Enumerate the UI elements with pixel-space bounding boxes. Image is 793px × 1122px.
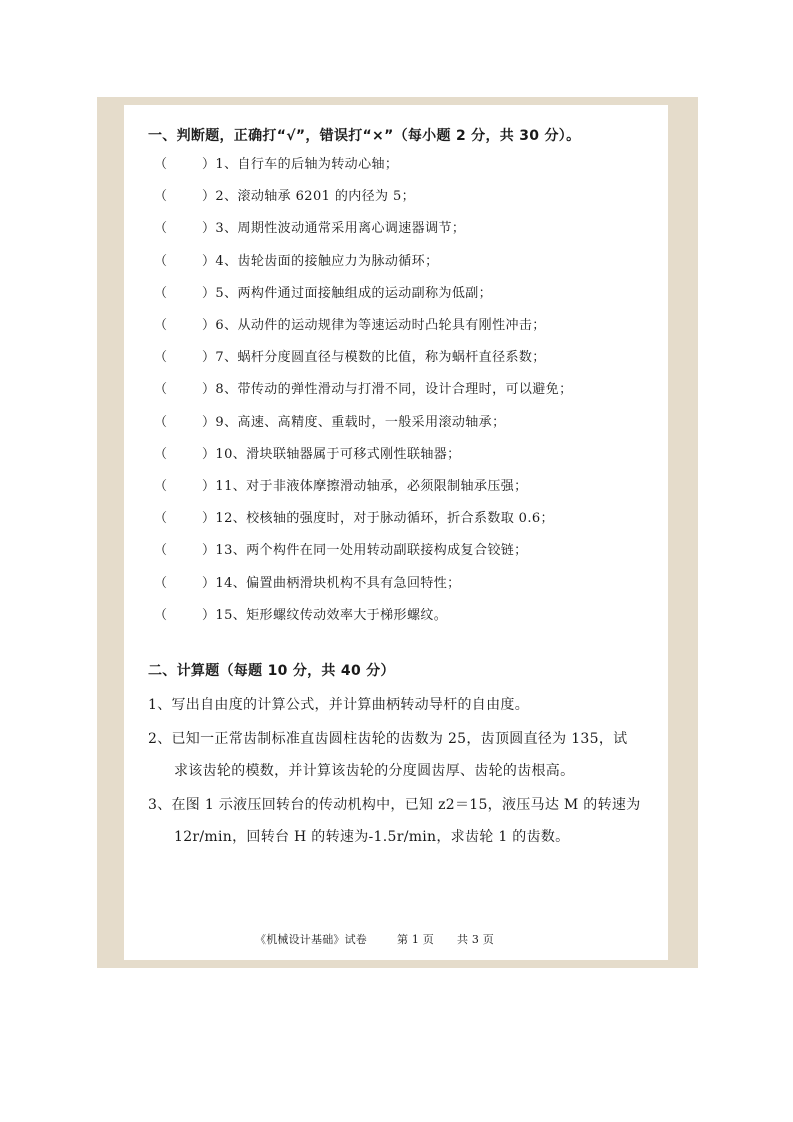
question-text: ）14、偏置曲柄滑块机构不具有急回特性；: [202, 576, 461, 591]
question-row: [154, 411, 654, 431]
answer-blank-paren: （: [154, 576, 168, 591]
calc-question-3-line2: 12r/min，回转台 H 的转速为-1.5r/min，求齿轮 1 的齿数。: [174, 829, 570, 845]
question-text: ）15、矩形螺纹传动效率大于梯形螺纹。: [202, 608, 448, 623]
question-text: ）3、周期性波动通常采用离心调速器调节；: [202, 221, 466, 236]
question-row: [154, 443, 654, 463]
answer-blank-paren: （: [154, 382, 168, 397]
answer-blank-paren: （: [154, 447, 168, 462]
question-text: ）6、从动件的运动规律为等速运动时凸轮具有刚性冲击；: [202, 318, 546, 333]
answer-blank-paren: （: [154, 608, 168, 623]
question-row: [154, 217, 654, 237]
section1-heading: 一、判断题，正确打“√”，错误打“×”（每小题 2 分，共 30 分）。: [148, 128, 581, 144]
answer-blank-paren: （: [154, 479, 168, 494]
question-text: ）12、校核轴的强度时，对于脉动循环，折合系数取 0.6；: [202, 511, 554, 526]
footer-total: 共 3 页: [457, 933, 494, 946]
question-text: ）10、滑块联轴器属于可移式刚性联轴器；: [202, 447, 461, 462]
answer-blank-paren: （: [154, 318, 168, 333]
question-row: [154, 185, 654, 205]
answer-blank-paren: （: [154, 189, 168, 204]
calc-question-1: 1、写出自由度的计算公式，并计算曲柄转动导杆的自由度。: [148, 697, 530, 713]
question-row: [154, 378, 654, 398]
question-text: ）13、两个构件在同一处用转动副联接构成复合铰链；: [202, 543, 528, 558]
scan-frame: [97, 97, 698, 968]
question-row: [154, 572, 654, 592]
footer-title: 《机械设计基础》试卷: [255, 933, 367, 946]
question-row: [154, 475, 654, 495]
question-text: ）11、对于非液体摩擦滑动轴承，必须限制轴承压强；: [202, 479, 528, 494]
footer-page: 第 1 页: [397, 933, 434, 946]
answer-blank-paren: （: [154, 221, 168, 236]
question-text: ）7、蜗杆分度圆直径与模数的比值，称为蜗杆直径系数；: [202, 350, 546, 365]
question-text: ）9、高速、高精度、重载时，一般采用滚动轴承；: [202, 415, 506, 430]
question-row: [154, 604, 654, 624]
answer-blank-paren: （: [154, 543, 168, 558]
question-text: ）4、齿轮齿面的接触应力为脉动循环；: [202, 254, 439, 269]
question-row: [154, 282, 654, 302]
answer-blank-paren: （: [154, 157, 168, 172]
answer-blank-paren: （: [154, 415, 168, 430]
question-row: [154, 153, 654, 173]
question-row: [154, 250, 654, 270]
question-text: ）2、滚动轴承 6201 的内径为 5；: [202, 189, 416, 204]
calc-question-2-line1: 2、已知一正常齿制标准直齿圆柱齿轮的齿数为 25，齿顶圆直径为 135，试: [148, 731, 628, 747]
answer-blank-paren: （: [154, 286, 168, 301]
question-text: ）1、自行车的后轴为转动心轴；: [202, 157, 399, 172]
question-text: ）8、带传动的弹性滑动与打滑不同，设计合理时，可以避免；: [202, 382, 573, 397]
question-row: [154, 539, 654, 559]
question-row: [154, 346, 654, 366]
answer-blank-paren: （: [154, 350, 168, 365]
exam-page: [124, 105, 668, 960]
question-text: ）5、两构件通过面接触组成的运动副称为低副；: [202, 286, 493, 301]
answer-blank-paren: （: [154, 254, 168, 269]
calc-question-2-line2: 求该齿轮的模数，并计算该齿轮的分度圆齿厚、齿轮的齿根高。: [174, 763, 575, 779]
question-row: [154, 314, 654, 334]
section2-heading: 二、计算题（每题 10 分，共 40 分）: [148, 663, 395, 679]
answer-blank-paren: （: [154, 511, 168, 526]
calc-question-3-line1: 3、在图 1 示液压回转台的传动机构中，已知 z2＝15，液压马达 M 的转速为: [148, 797, 641, 813]
question-row: [154, 507, 654, 527]
